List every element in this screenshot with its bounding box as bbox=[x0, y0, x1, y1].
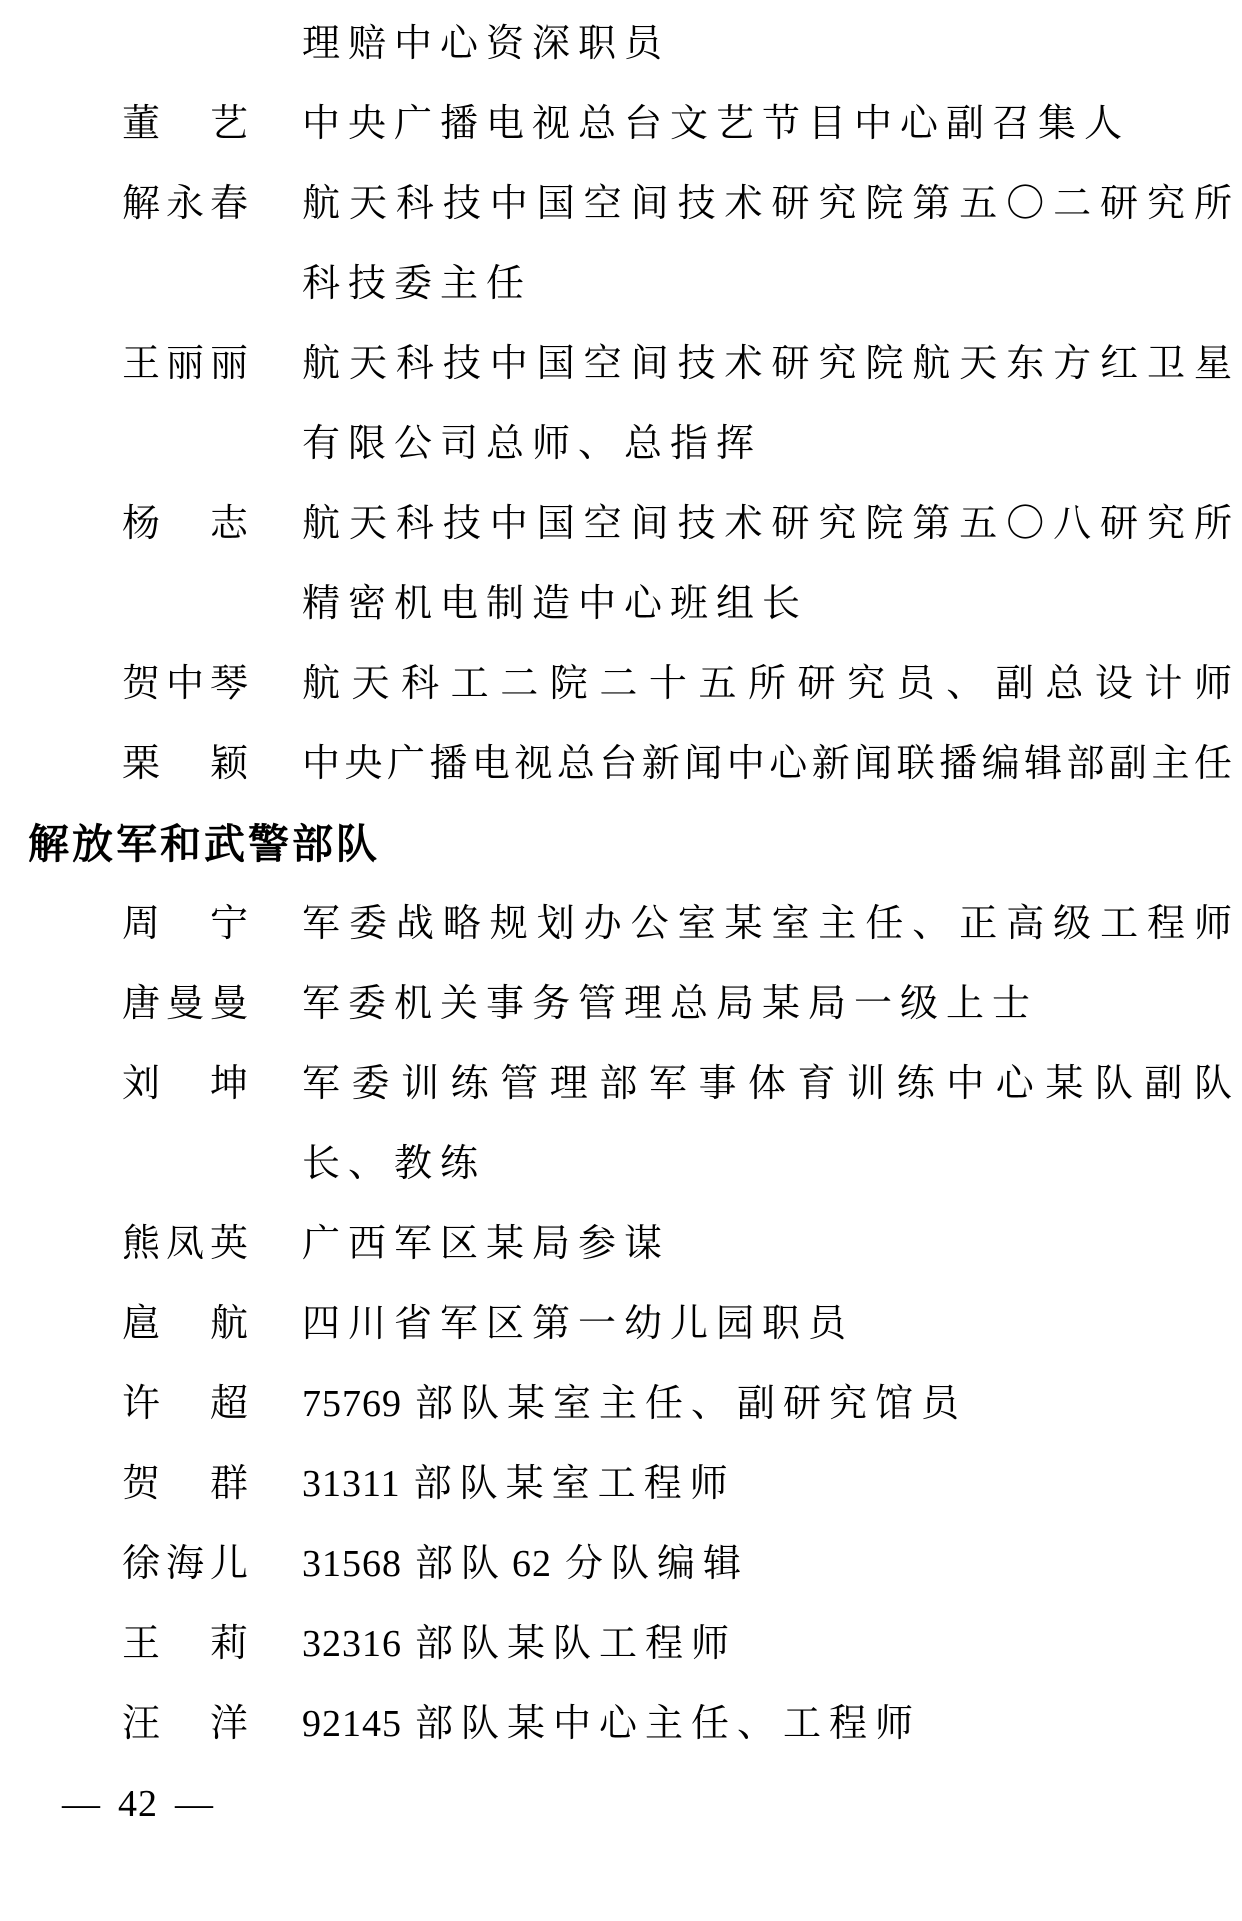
person-name: 栗 颖 bbox=[122, 743, 248, 785]
entry-row bbox=[0, 1604, 1242, 1684]
entry-row bbox=[0, 964, 1242, 1044]
subunit-number: 62 bbox=[512, 1543, 553, 1585]
entry-row bbox=[0, 1204, 1242, 1284]
position-line bbox=[302, 1684, 1232, 1764]
position-cell bbox=[302, 1684, 1232, 1764]
position-cell bbox=[302, 4, 1232, 84]
page-number: 42 bbox=[118, 1783, 158, 1825]
entry-row bbox=[0, 84, 1242, 164]
person-name: 扈 航 bbox=[122, 1303, 248, 1345]
position-cell bbox=[302, 1604, 1232, 1684]
person-name: 唐曼曼 bbox=[122, 983, 248, 1025]
section-heading: 解放军和武警部队 bbox=[28, 821, 380, 867]
unit-number: 32316 bbox=[302, 1623, 402, 1665]
person-name: 汪 洋 bbox=[122, 1703, 248, 1745]
position-cell bbox=[302, 884, 1232, 964]
entry-row bbox=[0, 1444, 1242, 1524]
position-line: 航天科工二院二十五所研究员、副总设计师 bbox=[302, 663, 1232, 705]
position-cell bbox=[302, 964, 1232, 1044]
position-line: 有限公司总师、总指挥 bbox=[302, 423, 763, 465]
person-name: 解永春 bbox=[122, 183, 248, 225]
position-line: 军委机关事务管理总局某局一级上士 bbox=[302, 983, 1039, 1025]
entry-row bbox=[0, 484, 1242, 644]
unit-number: 92145 bbox=[302, 1703, 402, 1745]
position-line: 长、教练 bbox=[302, 1143, 487, 1185]
unit-number: 31311 bbox=[302, 1463, 401, 1505]
footer-dash-right: — bbox=[175, 1783, 214, 1825]
position-line: 广西军区某局参谋 bbox=[302, 1223, 671, 1265]
position-line: 精密机电制造中心班组长 bbox=[302, 583, 809, 625]
position-line: 军委训练管理部军事体育训练中心某队副队 bbox=[302, 1063, 1232, 1105]
person-name: 刘 坤 bbox=[122, 1063, 248, 1105]
position-cell bbox=[302, 164, 1232, 324]
position-cell bbox=[302, 324, 1232, 484]
position-cell bbox=[302, 1284, 1232, 1364]
person-name: 杨 志 bbox=[122, 503, 248, 545]
position-cell bbox=[302, 724, 1232, 804]
position-cell bbox=[302, 644, 1232, 724]
entry-row bbox=[0, 164, 1242, 324]
person-name: 贺中琴 bbox=[122, 663, 248, 705]
position-line: 航天科技中国空间技术研究院第五〇二研究所 bbox=[302, 183, 1232, 225]
entry-row bbox=[0, 884, 1242, 964]
position-text: 分队编辑 bbox=[565, 1543, 750, 1585]
person-name: 王 莉 bbox=[122, 1623, 248, 1665]
position-line bbox=[302, 1364, 1232, 1444]
position-line: 中央广播电视总台文艺节目中心副召集人 bbox=[302, 103, 1131, 145]
page-footer bbox=[62, 1764, 1242, 1844]
entry-row bbox=[0, 1044, 1242, 1204]
entry-row bbox=[0, 1364, 1242, 1444]
entry-row bbox=[0, 1684, 1242, 1764]
person-name: 周 宁 bbox=[122, 903, 248, 945]
entry-row bbox=[0, 644, 1242, 724]
position-text: 部队 bbox=[415, 1543, 508, 1585]
position-text: 部队某队工程师 bbox=[415, 1623, 738, 1665]
position-line: 四川省军区第一幼儿园职员 bbox=[302, 1303, 855, 1345]
person-name: 许 超 bbox=[122, 1383, 248, 1425]
entry-row bbox=[0, 724, 1242, 804]
entry-row bbox=[0, 1284, 1242, 1364]
section-heading-row bbox=[0, 804, 1242, 884]
unit-number: 75769 bbox=[302, 1383, 402, 1425]
position-text: 部队某中心主任、工程师 bbox=[415, 1703, 922, 1745]
position-line bbox=[302, 1524, 1232, 1604]
position-line: 科技委主任 bbox=[302, 263, 533, 305]
position-line: 中央广播电视总台新闻中心新闻联播编辑部副主任 bbox=[302, 743, 1232, 785]
footer-dash-left: — bbox=[62, 1783, 101, 1825]
entry-row bbox=[0, 324, 1242, 484]
person-name: 王丽丽 bbox=[122, 343, 248, 385]
position-text: 部队某室主任、副研究馆员 bbox=[415, 1383, 968, 1425]
position-cell bbox=[302, 1364, 1232, 1444]
position-line bbox=[302, 1444, 1232, 1524]
position-line: 航天科技中国空间技术研究院第五〇八研究所 bbox=[302, 503, 1232, 545]
position-cell bbox=[302, 84, 1232, 164]
position-line: 理赔中心资深职员 bbox=[302, 23, 671, 65]
position-cell bbox=[302, 1524, 1232, 1604]
position-cell bbox=[302, 1444, 1232, 1524]
entry-row bbox=[0, 4, 1242, 84]
position-line: 航天科技中国空间技术研究院航天东方红卫星 bbox=[302, 343, 1232, 385]
position-line: 军委战略规划办公室某室主任、正高级工程师 bbox=[302, 903, 1232, 945]
position-line bbox=[302, 1604, 1232, 1684]
unit-number: 31568 bbox=[302, 1543, 402, 1585]
position-cell bbox=[302, 484, 1232, 644]
person-name: 徐海儿 bbox=[122, 1543, 248, 1585]
person-name: 董 艺 bbox=[122, 103, 248, 145]
position-text: 部队某室工程师 bbox=[413, 1463, 736, 1505]
position-cell bbox=[302, 1044, 1232, 1204]
position-cell bbox=[302, 1204, 1232, 1284]
person-name: 熊凤英 bbox=[122, 1223, 248, 1265]
person-name: 贺 群 bbox=[122, 1463, 248, 1505]
entry-row bbox=[0, 1524, 1242, 1604]
